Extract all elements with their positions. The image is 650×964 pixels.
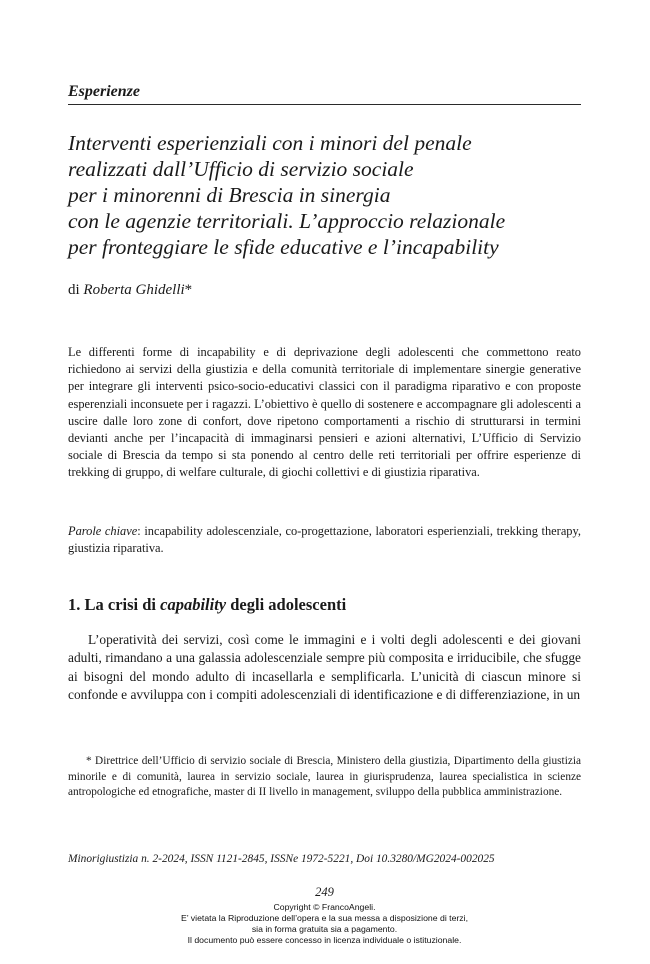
section-heading-after: degli adolescenti: [230, 595, 347, 614]
keywords-text: : incapability adolescenziale, co-progettazione, laboratori esperienziali, trekking therapy, giustizia riparativa.: [68, 524, 581, 556]
keywords: [68, 523, 581, 557]
section-heading-before: La crisi di: [84, 595, 157, 614]
copyright-line: sia in forma gratuita sia a pagamento.: [251, 924, 398, 935]
title-line: per fronteggiare le sfide educative e l’incapability: [68, 235, 499, 259]
author-footnote: * Direttrice dell’Ufficio di servizio sociale di Brescia, Ministero della giustizia, Dipartimento della giustizia minorile e di comunità, laurea in servizio sociale, laurea in giurisprudenza, laurea specialistica in scienze antropologiche ed etnografiche, master di II livello in management, sviluppo della pubblica amministrazione.: [68, 755, 581, 799]
title-line: realizzati dall’Ufficio di servizio sociale: [68, 157, 414, 181]
byline: [68, 280, 192, 300]
section-heading: [68, 594, 581, 616]
copyright-line: Copyright © FrancoAngeli.: [273, 902, 376, 912]
byline-prefix: di: [68, 282, 80, 298]
copyright-line: E’ vietata la Riproduzione dell’opera e la sua messa a disposizione di terzi,: [180, 913, 468, 924]
author-name: Roberta Ghidelli: [83, 282, 185, 298]
body-paragraph: L’operatività dei servizi, così come le immagini e i volti degli adolescenti e dei giovani adulti, rimandano a una galassia adolescenziale sempre più composita e irriducibile, che sfugge ai bisogni del mondo adulto di incasellarla e semplificarla. L’unicità di ciascun minore si confonde e avviluppa con i compiti adolescenziali di identificazione e di differenziazione, in un: [68, 632, 581, 703]
section-label: Esperienze: [68, 83, 140, 100]
footnote-marker: *: [184, 282, 193, 298]
copyright-notice: [68, 902, 581, 946]
journal-citation: Minorigiustizia n. 2-2024, ISSN 1121-2845, ISSNe 1972-5221, Doi 10.3280/MG2024-002025: [68, 853, 495, 865]
title-line: Interventi esperienziali con i minori del penale: [68, 131, 472, 155]
article-title: [68, 130, 581, 260]
copyright-line: Il documento può essere concesso in licenza individuale o istituzionale.: [187, 935, 462, 946]
section-divider: [68, 104, 581, 105]
title-line: per i minorenni di Brescia in sinergia: [68, 183, 391, 207]
section-heading-emphasis: capability: [160, 595, 227, 614]
page-number: 249: [315, 885, 334, 899]
section-number: 1.: [68, 595, 81, 614]
keywords-label: Parole chiave: [68, 524, 138, 538]
abstract: Le differenti forme di incapability e di deprivazione degli adolescenti che commettono reato richiedono ai servizi della giustizia e della comunità territoriale di implementare sinergie generative per integrare gli interventi psico-socio-educativi classici con il paradigma riparativo e con proposte esperenziali inconsuete per i ragazzi. L’obiettivo è quello di sostenere e accompagnare gli adolescenti a uscire dalle loro zone di confort, dove ripetono comportamenti a rischio di strutturarsi in termini devianti anche per l’incapacità di immaginarsi pensieri e azioni alternativi, L’Ufficio di Servizio sociale di Brescia da tempo si sta ponendo al centro delle reti territoriali per offrire esperienze di trekking di gruppo, di welfare culturale, di giochi collettivi e di giustizia riparativa.: [68, 345, 581, 480]
title-line: con le agenzie territoriali. L’approccio relazionale: [68, 209, 506, 233]
